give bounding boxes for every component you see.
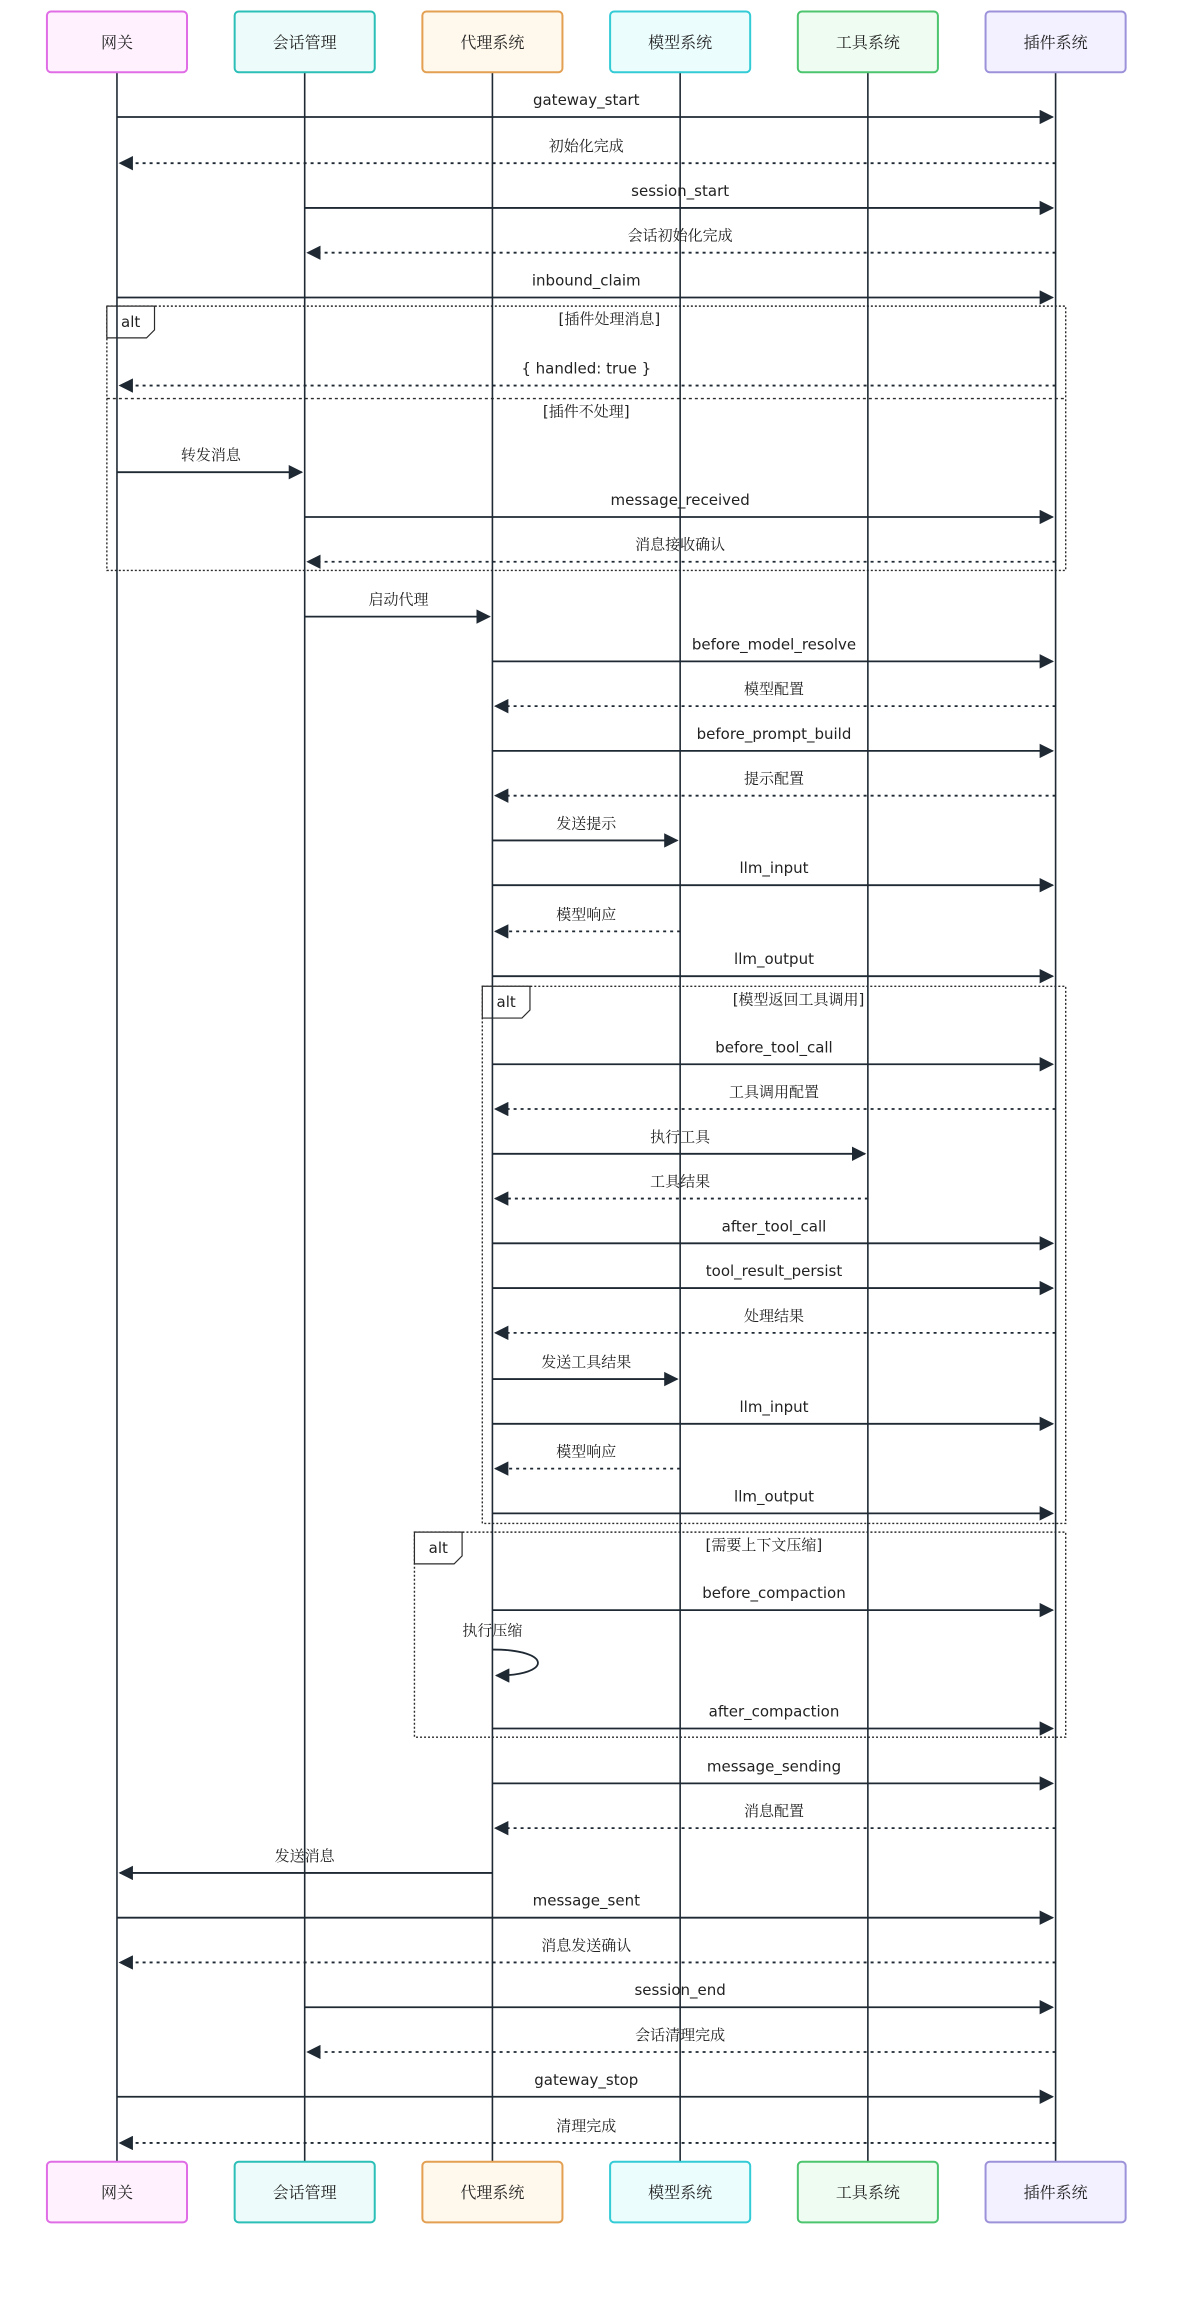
message-label: 会话清理完成 (635, 2025, 726, 2044)
message-label: tool_result_persist (705, 1262, 843, 1281)
message-pl-to-ag (495, 1802, 1055, 1828)
message-ag-to-pl (492, 1262, 1052, 1288)
participant-ag-bottom (422, 2162, 562, 2223)
message-gw-to-ss (117, 446, 302, 472)
participant-label: 代理系统 (460, 32, 525, 52)
message-label: 提示配置 (743, 769, 805, 788)
participant-label: 模型系统 (648, 2183, 713, 2203)
message-ag-to-md (492, 1353, 677, 1379)
message-label: message_sent (532, 1891, 640, 1910)
message-label: session_end (634, 1981, 726, 2000)
message-gw-to-pl (117, 2071, 1053, 2097)
message-pl-to-ag (495, 680, 1055, 706)
alt-operator: alt (428, 1539, 448, 1558)
participant-label: 工具系统 (835, 32, 900, 52)
message-label: 发送消息 (274, 1846, 335, 1865)
message-ss-to-ag (305, 591, 490, 617)
message-label: message_received (610, 490, 750, 509)
message-ss-to-pl (305, 491, 1053, 517)
message-ag-to-gw (120, 1847, 492, 1873)
message-ag-to-ag (462, 1622, 538, 1676)
participant-ag-top (422, 12, 562, 73)
message-label: 执行工具 (650, 1127, 711, 1146)
message-label: llm_output (734, 950, 814, 969)
message-label: 执行压缩 (462, 1621, 523, 1640)
message-label: before_prompt_build (696, 724, 852, 743)
participant-label: 网关 (100, 2183, 133, 2203)
message-label: 会话初始化完成 (627, 226, 733, 245)
message-ag-to-pl (492, 1038, 1052, 1064)
message-label: 发送提示 (556, 814, 617, 833)
message-label: 转发消息 (180, 446, 241, 465)
message-label: 模型配置 (743, 680, 805, 699)
participant-md-bottom (610, 2162, 750, 2223)
message-ag-to-pl (492, 1757, 1052, 1783)
message-label: after_compaction (708, 1702, 840, 1721)
message-label: after_tool_call (721, 1217, 827, 1236)
participant-label: 会话管理 (272, 2183, 337, 2203)
message-pl-to-gw (120, 2117, 1056, 2143)
message-label: before_model_resolve (691, 635, 857, 654)
message-gw-to-pl (117, 91, 1053, 117)
message-pl-to-ag (495, 1307, 1055, 1333)
message-label: 模型响应 (556, 1442, 617, 1461)
message-ss-to-pl (305, 1981, 1053, 2007)
participant-label: 工具系统 (835, 2183, 900, 2203)
message-pl-to-ss (308, 227, 1056, 253)
message-label: 消息发送确认 (541, 1936, 632, 1955)
message-label: gateway_stop (534, 2070, 639, 2089)
message-label: llm_output (734, 1487, 814, 1506)
message-label: { handled: true } (521, 359, 652, 378)
message-label: before_tool_call (715, 1038, 833, 1057)
participant-label: 模型系统 (648, 32, 713, 52)
message-label: gateway_start (532, 90, 640, 109)
message-label: inbound_claim (531, 271, 641, 290)
message-pl-to-ss (308, 2026, 1056, 2052)
message-label: message_sending (706, 1757, 842, 1776)
participant-label: 插件系统 (1023, 32, 1088, 52)
participant-pl-top (986, 12, 1126, 73)
participant-tl-bottom (798, 2162, 938, 2223)
message-pl-to-ag (495, 770, 1055, 796)
message-ag-to-pl (492, 1703, 1052, 1729)
message-ss-to-pl (305, 182, 1053, 208)
message-label: before_compaction (702, 1584, 846, 1603)
message-ag-to-pl (492, 635, 1052, 661)
participant-tl-top (798, 12, 938, 73)
message-md-to-ag (495, 905, 680, 931)
message-ag-to-pl (492, 950, 1052, 976)
message-ag-to-pl (492, 1217, 1052, 1243)
message-label: 消息接收确认 (635, 535, 726, 554)
message-label: 处理结果 (743, 1306, 805, 1325)
message-pl-to-gw (120, 360, 1056, 386)
participant-md-top (610, 12, 750, 73)
participant-label: 插件系统 (1023, 2183, 1088, 2203)
message-label: session_start (631, 181, 730, 200)
message-ag-to-pl (492, 1398, 1052, 1424)
alt-operator: alt (121, 313, 141, 332)
message-tl-to-ag (495, 1173, 867, 1199)
message-gw-to-pl (117, 271, 1053, 297)
message-label: 初始化完成 (548, 137, 624, 156)
message-label: 工具结果 (650, 1172, 711, 1191)
message-label: 发送工具结果 (541, 1353, 632, 1372)
message-pl-to-gw (120, 1936, 1056, 1962)
message-gw-to-pl (117, 1892, 1053, 1918)
participant-pl-bottom (986, 2162, 1126, 2223)
message-label: 启动代理 (368, 590, 429, 609)
message-pl-to-ss (308, 536, 1056, 562)
message-label: 模型响应 (556, 905, 617, 924)
message-label: 消息配置 (743, 1802, 805, 1821)
message-md-to-ag (495, 1443, 680, 1469)
participant-ss-top (235, 12, 375, 73)
participant-gw-top (47, 12, 187, 73)
alt-operator: alt (496, 993, 516, 1012)
alt-condition: [插件不处理] (542, 402, 630, 421)
message-pl-to-ag (495, 1083, 1055, 1109)
participant-ss-bottom (235, 2162, 375, 2223)
alt-condition: [需要上下文压缩] (705, 1536, 823, 1555)
message-ag-to-tl (492, 1128, 864, 1154)
message-ag-to-pl (492, 725, 1052, 751)
message-pl-to-gw (120, 137, 1056, 163)
alt-condition: [插件处理消息] (558, 310, 661, 329)
alt-condition: [模型返回工具调用] (732, 990, 865, 1009)
participant-label: 会话管理 (272, 32, 337, 52)
participant-gw-bottom (47, 2162, 187, 2223)
participant-label: 网关 (100, 32, 133, 52)
message-ag-to-pl (492, 859, 1052, 885)
participant-label: 代理系统 (460, 2183, 525, 2203)
message-label: llm_input (739, 1397, 809, 1416)
message-ag-to-md (492, 814, 677, 840)
alt-fragment (107, 306, 1066, 570)
message-ag-to-pl (492, 1487, 1052, 1513)
message-label: 工具调用配置 (728, 1083, 820, 1102)
message-label: 清理完成 (556, 2116, 617, 2135)
message-label: llm_input (739, 859, 809, 878)
message-ag-to-pl (492, 1584, 1052, 1610)
